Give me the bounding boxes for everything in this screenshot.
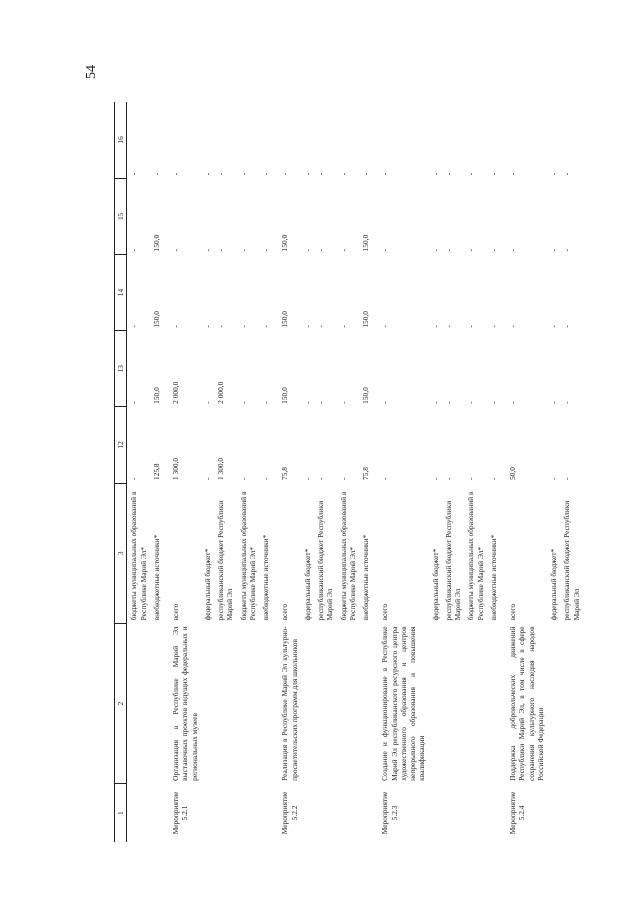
value-col-15-cell: -: [129, 248, 139, 252]
value-col-14-cell: -: [261, 325, 270, 328]
value-col-13-cell: -: [261, 401, 270, 404]
value-col-14-cell: -: [129, 325, 139, 328]
header-col-2: 2: [115, 623, 127, 783]
value-col-12-cell: -: [562, 477, 572, 481]
value-col-13-cell: 150,0: [361, 387, 370, 404]
value-col-12-cell: -: [549, 477, 558, 481]
measure-code-cell: [429, 784, 442, 842]
funding-source-cell: бюджеты муниципальных образований в Республике Марий Эл*: [238, 491, 257, 621]
measure-code-cell: [314, 784, 337, 842]
value-col-16-cell: -: [238, 172, 248, 176]
value-col-16-cell: -: [562, 172, 572, 176]
value-col-13-cell: -: [129, 401, 139, 404]
header-col-1: 1: [115, 784, 127, 842]
table-row: [272, 102, 301, 842]
value-col-12-cell: 50,0: [508, 467, 517, 481]
header-col-15: 15: [115, 178, 127, 254]
funding-source-cell: внебюджетные источники*: [261, 534, 270, 621]
measure-name-cell: [314, 623, 337, 783]
measure-code-cell: Мероприятие 5.2.4: [508, 791, 527, 835]
measure-name-cell: [464, 623, 487, 783]
value-col-12-cell: -: [488, 477, 498, 481]
page-number: 54: [84, 65, 99, 79]
value-col-13-cell: -: [202, 401, 212, 404]
value-col-12-cell: 75,8: [361, 467, 370, 481]
value-col-15-cell: 150,0: [280, 234, 290, 252]
funding-source-cell: внебюджетные источники*: [361, 534, 370, 621]
measure-name-cell: [337, 623, 360, 783]
header-col-3: 3: [115, 483, 127, 623]
measure-code-cell: [301, 784, 314, 842]
table-row: [547, 102, 560, 842]
value-col-14-cell: -: [488, 325, 498, 328]
value-col-12-cell: -: [380, 477, 390, 481]
value-col-15-cell: 150,0: [361, 234, 370, 252]
value-col-14-cell: -: [466, 325, 476, 328]
value-col-12-cell: -: [261, 477, 270, 481]
value-col-13-cell: -: [549, 401, 558, 404]
funding-source-cell: республиканский бюджет Республики Марий Эл: [316, 500, 335, 621]
value-col-13-cell: -: [380, 401, 390, 404]
funding-source-cell: федеральный бюджет*: [302, 548, 312, 621]
funding-source-cell: всего: [171, 603, 180, 621]
measure-name-cell: Поддержка добровольческих движений Республики Марий Эл, в том числе в сфере сохранения культурного наследия народов Российской Федерации: [508, 626, 545, 781]
value-col-13-cell: -: [562, 401, 572, 404]
funding-source-cell: республиканский бюджет Республики Марий Эл: [443, 500, 462, 621]
value-col-15-cell: -: [549, 248, 558, 252]
funding-source-cell: федеральный бюджет*: [430, 548, 440, 621]
value-col-14-cell: 150,0: [151, 311, 161, 328]
funding-source-cell: федеральный бюджет*: [549, 548, 558, 621]
measure-name-cell: Создание и функционирование в Республике Марий Эл республиканского ресурсного центра художественного образования и центров непрерывного образования и повышения квалификации: [380, 626, 427, 781]
value-col-15-cell: -: [171, 248, 180, 252]
header-col-16: 16: [115, 102, 127, 178]
value-col-14-cell: -: [430, 325, 440, 328]
value-col-12-cell: -: [443, 477, 453, 481]
value-col-14-cell: 150,0: [280, 311, 290, 328]
table-row: [442, 102, 465, 842]
value-col-14-cell: -: [338, 325, 348, 328]
value-col-15-cell: -: [238, 248, 248, 252]
value-col-15-cell: -: [466, 248, 476, 252]
value-col-13-cell: 2 000,0: [216, 381, 225, 404]
table-header-row: [115, 102, 127, 842]
value-col-12-cell: 75,8: [280, 467, 290, 481]
value-col-12-cell: -: [238, 477, 248, 481]
value-col-15-cell: -: [216, 248, 225, 252]
value-col-13-cell: -: [238, 401, 248, 404]
measure-code-cell: [259, 784, 272, 842]
measure-code-cell: [464, 784, 487, 842]
measure-name-cell: [359, 623, 372, 783]
table-row: [259, 102, 272, 842]
table-row: [314, 102, 337, 842]
value-col-16-cell: -: [316, 172, 325, 176]
measure-code-cell: [547, 784, 560, 842]
value-col-14-cell: -: [508, 325, 517, 328]
value-col-16-cell: -: [202, 172, 212, 176]
value-col-13-cell: -: [302, 401, 312, 404]
table-row: [127, 102, 150, 842]
measure-name-cell: [150, 623, 163, 783]
value-col-13-cell: -: [466, 401, 476, 404]
value-col-16-cell: -: [338, 172, 348, 176]
measure-name-cell: [259, 623, 272, 783]
value-col-14-cell: -: [316, 325, 325, 328]
table-row: [337, 102, 360, 842]
measure-name-cell: [127, 623, 150, 783]
table-row: [464, 102, 487, 842]
value-col-12-cell: -: [338, 477, 348, 481]
value-col-12-cell: 125,8: [151, 463, 161, 481]
value-col-16-cell: -: [466, 172, 476, 176]
value-col-13-cell: -: [338, 401, 348, 404]
value-col-13-cell: -: [488, 401, 498, 404]
value-col-15-cell: -: [430, 248, 440, 252]
measure-name-cell: Реализация в Республике Марий Эл культурно-просветительских программ для школьников: [280, 626, 299, 781]
measure-name-cell: [560, 623, 583, 783]
value-col-12-cell: -: [129, 477, 139, 481]
value-col-14-cell: 150,0: [361, 311, 370, 328]
table-row: [487, 102, 500, 842]
value-col-16-cell: -: [430, 172, 440, 176]
value-col-15-cell: -: [261, 248, 270, 252]
table-row: [359, 102, 372, 842]
funding-source-cell: бюджеты муниципальных образований в Республике Марий Эл*: [338, 491, 357, 621]
funding-source-cell: внебюджетные источники*: [488, 534, 498, 621]
header-col-13: 13: [115, 331, 127, 407]
value-col-14-cell: -: [443, 325, 453, 328]
value-col-12-cell: 1 300,0: [216, 457, 225, 481]
value-col-14-cell: -: [238, 325, 248, 328]
funding-source-cell: бюджеты муниципальных образований в Республике Марий Эл*: [129, 491, 148, 621]
value-col-12-cell: -: [316, 477, 325, 481]
value-col-12-cell: -: [302, 477, 312, 481]
table-body: [127, 102, 583, 842]
value-col-14-cell: -: [380, 325, 390, 328]
funding-source-cell: всего: [280, 603, 290, 621]
value-col-16-cell: -: [261, 172, 270, 176]
measure-code-cell: [214, 784, 237, 842]
value-col-15-cell: -: [488, 248, 498, 252]
table-row: [201, 102, 214, 842]
measure-name-cell: [237, 623, 260, 783]
measure-code-cell: [201, 784, 214, 842]
value-col-16-cell: -: [508, 172, 517, 176]
value-col-13-cell: 150,0: [280, 387, 290, 404]
measure-code-cell: [359, 784, 372, 842]
value-col-15-cell: -: [202, 248, 212, 252]
table-row: [150, 102, 163, 842]
value-col-16-cell: -: [129, 172, 139, 176]
table-row: [372, 102, 428, 842]
funding-source-cell: всего: [380, 603, 390, 621]
value-col-14-cell: -: [216, 325, 225, 328]
value-col-12-cell: 1 300,0: [171, 457, 180, 481]
value-col-13-cell: -: [443, 401, 453, 404]
table-row: [429, 102, 442, 842]
value-col-16-cell: -: [443, 172, 453, 176]
funding-table-container: [114, 102, 581, 842]
measure-name-cell: [301, 623, 314, 783]
value-col-15-cell: -: [316, 248, 325, 252]
value-col-13-cell: -: [316, 401, 325, 404]
measure-code-cell: Мероприятие 5.2.1: [171, 791, 190, 835]
measure-code-cell: Мероприятие 5.2.2: [280, 791, 299, 835]
measure-name-cell: [547, 623, 560, 783]
value-col-13-cell: -: [430, 401, 440, 404]
measure-code-cell: [337, 784, 360, 842]
table-row: [301, 102, 314, 842]
value-col-12-cell: -: [202, 477, 212, 481]
measure-name-cell: [442, 623, 465, 783]
value-col-16-cell: -: [171, 172, 180, 176]
value-col-16-cell: -: [380, 172, 390, 176]
value-col-15-cell: 150,0: [151, 234, 161, 252]
table-row: [500, 102, 547, 842]
funding-table: [114, 102, 583, 842]
value-col-15-cell: -: [302, 248, 312, 252]
measure-code-cell: [127, 784, 150, 842]
value-col-15-cell: -: [338, 248, 348, 252]
measure-name-cell: [429, 623, 442, 783]
table-row: [237, 102, 260, 842]
value-col-15-cell: -: [508, 248, 517, 252]
measure-name-cell: [214, 623, 237, 783]
value-col-13-cell: 2 000,0: [171, 381, 180, 404]
value-col-16-cell: -: [549, 172, 558, 176]
measure-name-cell: Организация в Республике Марий Эл выставочных проектов ведущих федеральных и региональных музеев: [171, 626, 199, 781]
measure-code-cell: [487, 784, 500, 842]
header-col-14: 14: [115, 254, 127, 330]
value-col-14-cell: -: [302, 325, 312, 328]
value-col-14-cell: -: [171, 325, 180, 328]
value-col-12-cell: -: [430, 477, 440, 481]
value-col-16-cell: -: [488, 172, 498, 176]
measure-code-cell: Мероприятие 5.2.3: [380, 791, 399, 835]
value-col-16-cell: -: [361, 172, 370, 176]
funding-source-cell: республиканский бюджет Республики Марий Эл: [216, 500, 235, 621]
value-col-13-cell: -: [508, 401, 517, 404]
value-col-14-cell: -: [202, 325, 212, 328]
value-col-14-cell: -: [562, 325, 572, 328]
measure-name-cell: [201, 623, 214, 783]
measure-code-cell: [560, 784, 583, 842]
value-col-15-cell: -: [562, 248, 572, 252]
value-col-13-cell: 150,0: [151, 387, 161, 404]
funding-source-cell: внебюджетные источники*: [151, 534, 161, 621]
value-col-15-cell: -: [443, 248, 453, 252]
funding-source-cell: всего: [508, 603, 517, 621]
header-col-12: 12: [115, 407, 127, 483]
table-row: [560, 102, 583, 842]
measure-code-cell: [237, 784, 260, 842]
funding-source-cell: республиканский бюджет Республики Марий Эл: [562, 500, 581, 621]
table-row: [214, 102, 237, 842]
value-col-12-cell: -: [466, 477, 476, 481]
value-col-16-cell: -: [216, 172, 225, 176]
funding-source-cell: федеральный бюджет*: [202, 548, 212, 621]
value-col-16-cell: -: [302, 172, 312, 176]
value-col-15-cell: -: [380, 248, 390, 252]
funding-source-cell: бюджеты муниципальных образований в Республике Марий Эл*: [466, 491, 485, 621]
value-col-14-cell: -: [549, 325, 558, 328]
value-col-16-cell: -: [151, 172, 161, 176]
measure-code-cell: [442, 784, 465, 842]
measure-code-cell: [150, 784, 163, 842]
table-row: [163, 102, 201, 842]
measure-name-cell: [487, 623, 500, 783]
value-col-16-cell: -: [280, 172, 290, 176]
